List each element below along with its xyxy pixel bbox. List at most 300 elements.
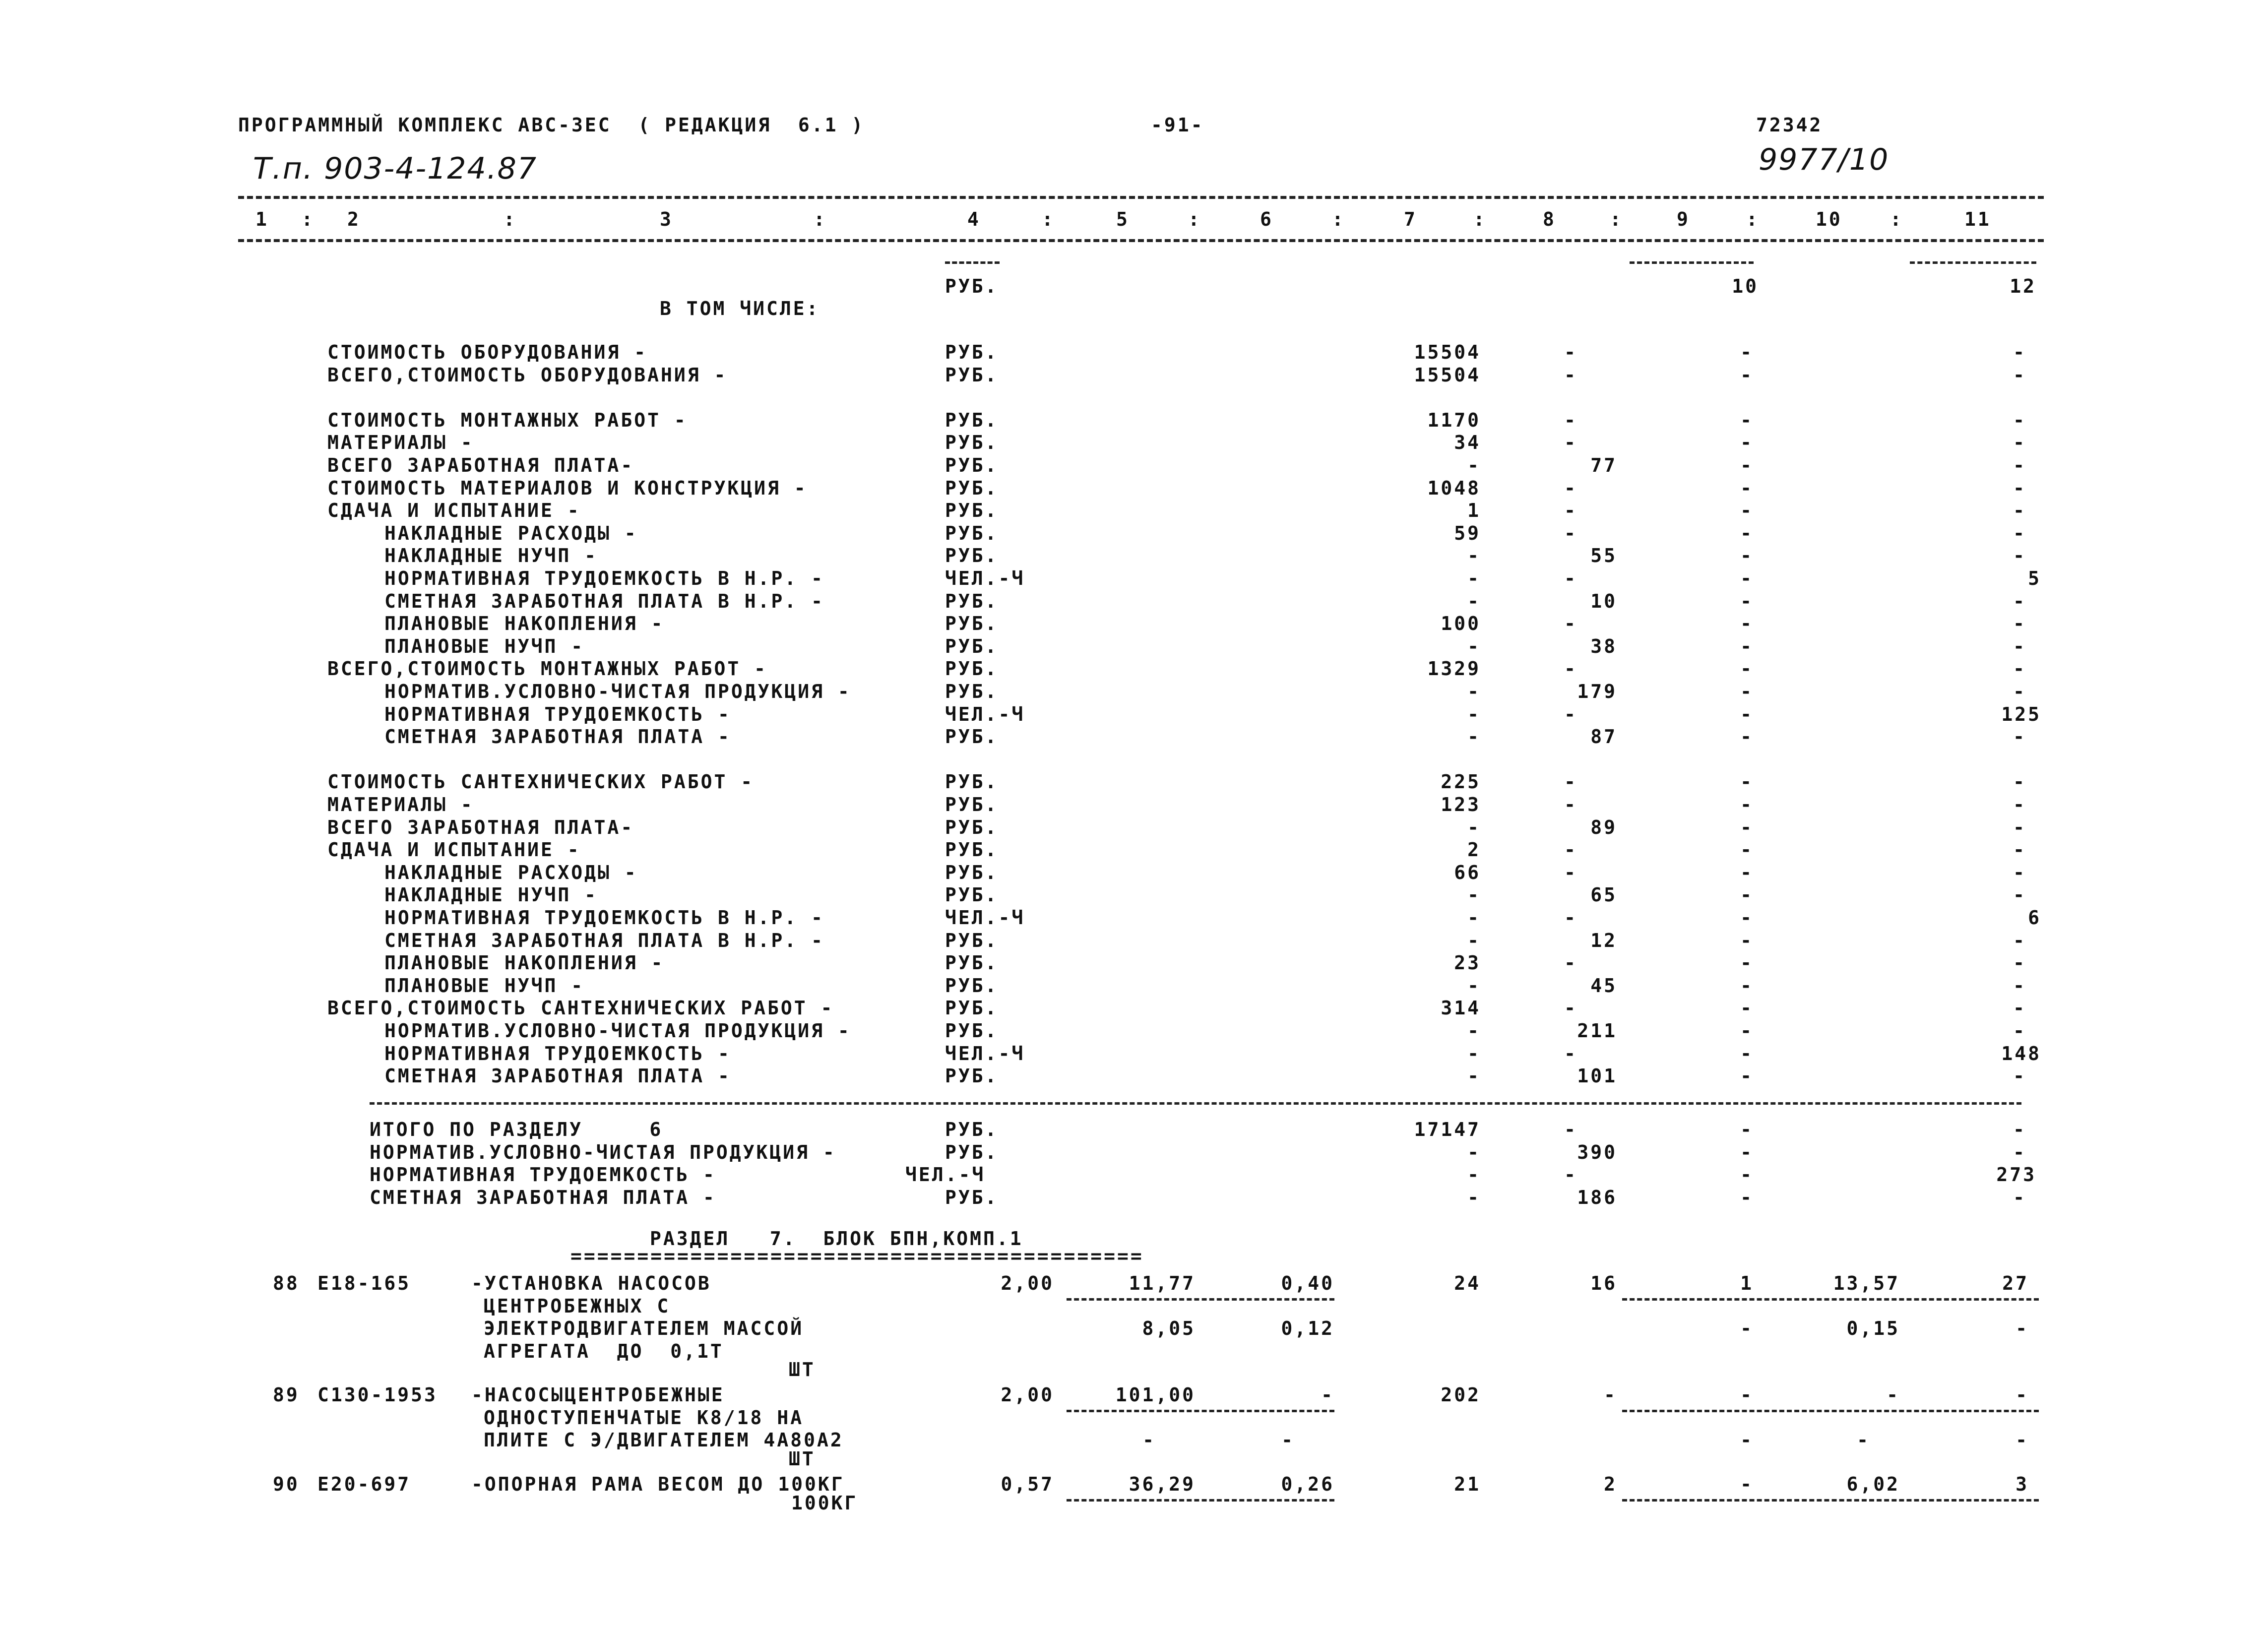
total-c11: - xyxy=(2013,1141,2026,1163)
row-c8: 65 xyxy=(1590,884,1617,906)
row-c9: - xyxy=(1740,861,1754,883)
row-c9: - xyxy=(1740,567,1754,589)
item-description-line: АГРЕГАТА ДО 0,1Т xyxy=(484,1340,724,1362)
row-unit: РУБ. xyxy=(945,432,999,454)
item-c8: 2 xyxy=(1604,1473,1617,1495)
item-code: С130-1953 xyxy=(317,1384,438,1406)
column-header-9: 9 xyxy=(1677,208,1690,230)
row-c8: 101 xyxy=(1577,1065,1617,1087)
row-c9: - xyxy=(1740,703,1754,725)
row-c7: - xyxy=(1467,635,1481,657)
row-c9: - xyxy=(1740,545,1754,567)
row-unit: РУБ. xyxy=(945,839,999,861)
column-separator: : xyxy=(1188,208,1201,230)
item-c5-sub: 8,05 xyxy=(1142,1317,1196,1340)
row-c7: 66 xyxy=(1454,861,1481,883)
item-c7: 24 xyxy=(1454,1272,1481,1294)
row-c9: - xyxy=(1740,997,1754,1019)
item-description-line: ЭЛЕКТРОДВИГАТЕЛЕМ МАССОЙ xyxy=(484,1317,804,1340)
column-header-4: 4 xyxy=(967,208,981,230)
row-c11: - xyxy=(2013,884,2026,906)
row-c9: - xyxy=(1740,613,1754,635)
row-unit: РУБ. xyxy=(945,590,999,612)
section-title: РАЗДЕЛ 7. БЛОК БПН,КОМП.1 xyxy=(650,1228,1023,1250)
row-label: СДАЧА И ИСПЫТАНИЕ - xyxy=(327,839,581,861)
top-unit: РУБ. xyxy=(945,275,999,297)
item-code: Е18-165 xyxy=(317,1272,411,1294)
row-c9: - xyxy=(1740,816,1754,838)
row-c11: - xyxy=(2013,861,2026,883)
row-c11: 5 xyxy=(2028,567,2041,589)
row-c9: - xyxy=(1740,409,1754,431)
item-c5-sub: - xyxy=(1142,1429,1156,1451)
row-c9: - xyxy=(1740,1042,1754,1065)
item-c11: 3 xyxy=(2016,1473,2029,1495)
row-c7: - xyxy=(1467,1042,1481,1065)
item-c10-sub: - xyxy=(1857,1429,1870,1451)
row-c9: - xyxy=(1740,454,1754,476)
row-c7: - xyxy=(1467,703,1481,725)
item-c9: 1 xyxy=(1740,1272,1754,1294)
row-c7: 23 xyxy=(1454,952,1481,974)
row-unit: РУБ. xyxy=(945,952,999,974)
row-c8: - xyxy=(1564,567,1577,589)
row-unit: РУБ. xyxy=(945,522,999,544)
item-subrule xyxy=(1067,1410,1334,1412)
item-c10-sub: 0,15 xyxy=(1846,1317,1900,1340)
item-c8: 16 xyxy=(1590,1272,1617,1294)
program-header: ПРОГРАММНЫЙ КОМПЛЕКС АВС-ЗЕС ( РЕДАКЦИЯ 6.1 ) xyxy=(238,114,865,136)
row-unit: РУБ. xyxy=(945,861,999,883)
item-subrule xyxy=(1622,1410,2039,1412)
page-number: -91- xyxy=(1151,114,1204,136)
row-c11: - xyxy=(2013,816,2026,838)
row-c11: - xyxy=(2013,341,2026,363)
item-c11: - xyxy=(2016,1384,2029,1406)
row-c7: - xyxy=(1467,816,1481,838)
row-c11: 125 xyxy=(2001,703,2041,725)
row-unit: РУБ. xyxy=(945,1065,999,1087)
item-c10: - xyxy=(1887,1384,1900,1406)
top-c11: 12 xyxy=(2010,275,2036,297)
row-c9: - xyxy=(1740,1020,1754,1042)
column-separator: : xyxy=(1332,208,1345,230)
row-c8: 45 xyxy=(1590,974,1617,997)
row-c11: - xyxy=(2013,1065,2026,1087)
column-separator: : xyxy=(1746,208,1760,230)
row-c8: - xyxy=(1564,432,1577,454)
row-c8: 87 xyxy=(1590,726,1617,748)
document-code: 72342 xyxy=(1756,114,1823,136)
row-c9: - xyxy=(1740,974,1754,997)
total-c11: - xyxy=(2013,1186,2026,1208)
item-c8: - xyxy=(1604,1384,1617,1406)
row-c7: 2 xyxy=(1467,839,1481,861)
row-label: НАКЛАДНЫЕ РАСХОДЫ - xyxy=(384,861,638,883)
row-c11: - xyxy=(2013,500,2026,522)
top-rule-c4 xyxy=(945,261,1000,264)
row-label: ВСЕГО ЗАРАБОТНАЯ ПЛАТА- xyxy=(327,816,634,838)
total-unit: РУБ. xyxy=(945,1119,999,1140)
row-c7: 100 xyxy=(1441,613,1481,635)
row-c11: - xyxy=(2013,477,2026,499)
sheet-number: 9977/10 xyxy=(1759,142,1890,177)
row-c8: 38 xyxy=(1590,635,1617,657)
row-unit: РУБ. xyxy=(945,613,999,635)
item-unit: ШТ xyxy=(789,1359,816,1381)
row-unit: РУБ. xyxy=(945,794,999,815)
row-c8: 10 xyxy=(1590,590,1617,612)
item-c9: - xyxy=(1740,1384,1754,1406)
row-c11: - xyxy=(2013,545,2026,567)
row-label: НОРМАТИВНАЯ ТРУДОЕМКОСТЬ В Н.Р. - xyxy=(384,567,824,589)
item-c9: - xyxy=(1740,1473,1754,1495)
total-c9: - xyxy=(1740,1141,1754,1163)
row-c9: - xyxy=(1740,432,1754,454)
row-c11: - xyxy=(2013,794,2026,815)
row-c11: - xyxy=(2013,839,2026,861)
total-c8: - xyxy=(1564,1164,1577,1186)
column-header-5: 5 xyxy=(1116,208,1130,230)
row-unit: РУБ. xyxy=(945,454,999,476)
row-c11: 148 xyxy=(2001,1042,2041,1065)
column-separator: : xyxy=(1042,208,1055,230)
row-c9: - xyxy=(1740,341,1754,363)
row-c9: - xyxy=(1740,1065,1754,1087)
row-unit: ЧЕЛ.-Ч xyxy=(945,567,1025,589)
row-c7: - xyxy=(1467,974,1481,997)
row-c7: - xyxy=(1467,929,1481,951)
row-c7: 15504 xyxy=(1414,341,1481,363)
total-label: НОРМАТИВ.УСЛОВНО-ЧИСТАЯ ПРОДУКЦИЯ - xyxy=(370,1141,836,1163)
totals-rule xyxy=(370,1102,2021,1105)
row-c8: - xyxy=(1564,839,1577,861)
item-c6: - xyxy=(1321,1384,1334,1406)
row-c8: - xyxy=(1564,500,1577,522)
row-c7: 15504 xyxy=(1414,364,1481,386)
row-unit: РУБ. xyxy=(945,635,999,657)
row-label: НАКЛАДНЫЕ НУЧП - xyxy=(384,545,598,567)
row-c7: - xyxy=(1467,681,1481,702)
row-unit: РУБ. xyxy=(945,771,999,793)
row-label: ВСЕГО,СТОИМОСТЬ ОБОРУДОВАНИЯ - xyxy=(327,364,728,386)
column-separator: : xyxy=(1610,208,1623,230)
row-c7: - xyxy=(1467,1065,1481,1087)
item-unit: ШТ xyxy=(789,1447,816,1470)
row-label: НОРМАТИВ.УСЛОВНО-ЧИСТАЯ ПРОДУКЦИЯ - xyxy=(384,1020,851,1042)
item-c11-sub: - xyxy=(2016,1429,2029,1451)
row-c7: - xyxy=(1467,454,1481,476)
row-c11: - xyxy=(2013,681,2026,702)
row-label: СТОИМОСТЬ ОБОРУДОВАНИЯ - xyxy=(327,341,648,363)
item-c7: 202 xyxy=(1441,1384,1481,1406)
item-c11-sub: - xyxy=(2016,1317,2029,1340)
row-c11: - xyxy=(2013,613,2026,635)
item-c10: 6,02 xyxy=(1846,1473,1900,1495)
row-c7: 1329 xyxy=(1427,658,1481,680)
column-header-1: 1 xyxy=(255,208,269,230)
row-unit: РУБ. xyxy=(945,929,999,951)
column-separator: : xyxy=(1890,208,1903,230)
row-unit: ЧЕЛ.-Ч xyxy=(945,1042,1025,1065)
row-label: ВСЕГО ЗАРАБОТНАЯ ПЛАТА- xyxy=(327,454,634,476)
item-unit: 100КГ xyxy=(791,1492,858,1514)
row-c11: - xyxy=(2013,522,2026,544)
row-unit: РУБ. xyxy=(945,545,999,567)
item-description-line: -НАСОСЫЦЕНТРОБЕЖНЫЕ xyxy=(471,1384,725,1406)
column-header-6: 6 xyxy=(1260,208,1273,230)
item-c6-sub: 0,12 xyxy=(1281,1317,1334,1340)
row-c11: 6 xyxy=(2028,907,2041,929)
row-c7: 1048 xyxy=(1427,477,1481,499)
total-c8: 186 xyxy=(1577,1186,1617,1208)
item-c10: 13,57 xyxy=(1833,1272,1900,1294)
item-description-line: ЦЕНТРОБЕЖНЫХ С xyxy=(484,1295,671,1317)
row-unit: ЧЕЛ.-Ч xyxy=(945,907,1025,929)
item-c6-sub: - xyxy=(1281,1429,1295,1451)
row-unit: РУБ. xyxy=(945,477,999,499)
row-c7: - xyxy=(1467,590,1481,612)
row-c8: - xyxy=(1564,613,1577,635)
row-c11: - xyxy=(2013,432,2026,454)
row-unit: РУБ. xyxy=(945,997,999,1019)
item-number: 90 xyxy=(273,1473,300,1495)
top-rule-c9 xyxy=(1630,261,1754,264)
row-c9: - xyxy=(1740,364,1754,386)
row-c11: - xyxy=(2013,364,2026,386)
total-c7: - xyxy=(1467,1164,1481,1186)
row-c7: 225 xyxy=(1441,771,1481,793)
item-description-line: -ОПОРНАЯ РАМА ВЕСОМ ДО 100КГ xyxy=(471,1473,845,1495)
row-c11: - xyxy=(2013,929,2026,951)
row-c7: 1 xyxy=(1467,500,1481,522)
row-label: СТОИМОСТЬ МОНТАЖНЫХ РАБОТ - xyxy=(327,409,688,431)
total-c9: - xyxy=(1740,1119,1754,1140)
row-unit: РУБ. xyxy=(945,816,999,838)
row-c11: - xyxy=(2013,590,2026,612)
row-c9: - xyxy=(1740,794,1754,815)
top-c9: 10 xyxy=(1732,275,1759,297)
row-c8: - xyxy=(1564,658,1577,680)
row-unit: РУБ. xyxy=(945,364,999,386)
row-c8: - xyxy=(1564,703,1577,725)
row-label: ПЛАНОВЫЕ НУЧП - xyxy=(384,974,585,997)
row-c8: - xyxy=(1564,771,1577,793)
row-c8: - xyxy=(1564,341,1577,363)
row-c8: - xyxy=(1564,1042,1577,1065)
item-c7: 21 xyxy=(1454,1473,1481,1495)
row-c7: - xyxy=(1467,907,1481,929)
row-c9: - xyxy=(1740,500,1754,522)
row-label: НАКЛАДНЫЕ РАСХОДЫ - xyxy=(384,522,638,544)
row-c7: 34 xyxy=(1454,432,1481,454)
column-header-2: 2 xyxy=(347,208,361,230)
row-c9: - xyxy=(1740,952,1754,974)
row-c7: 123 xyxy=(1441,794,1481,815)
row-c11: - xyxy=(2013,726,2026,748)
total-c11: 273 xyxy=(1996,1164,2036,1186)
total-c11: - xyxy=(2013,1119,2026,1140)
column-header-3: 3 xyxy=(660,208,673,230)
column-header-10: 10 xyxy=(1816,208,1842,230)
row-c8: - xyxy=(1564,794,1577,815)
item-subrule xyxy=(1067,1499,1334,1502)
column-header-8: 8 xyxy=(1543,208,1556,230)
row-c7: 1170 xyxy=(1427,409,1481,431)
row-label: ПЛАНОВЫЕ НУЧП - xyxy=(384,635,585,657)
row-c9: - xyxy=(1740,929,1754,951)
column-separator: : xyxy=(301,208,315,230)
row-label: НОРМАТИВНАЯ ТРУДОЕМКОСТЬ В Н.Р. - xyxy=(384,907,824,929)
row-unit: РУБ. xyxy=(945,726,999,748)
row-c11: - xyxy=(2013,454,2026,476)
row-c9: - xyxy=(1740,839,1754,861)
row-c8: - xyxy=(1564,861,1577,883)
row-c8: - xyxy=(1564,364,1577,386)
row-label: ВСЕГО,СТОИМОСТЬ МОНТАЖНЫХ РАБОТ - xyxy=(327,658,767,680)
total-unit: РУБ. xyxy=(945,1186,999,1208)
project-number: Т.п. 903-4-124.87 xyxy=(253,151,538,186)
total-c9: - xyxy=(1740,1186,1754,1208)
row-unit: РУБ. xyxy=(945,884,999,906)
row-c11: - xyxy=(2013,635,2026,657)
row-c11: - xyxy=(2013,1020,2026,1042)
row-label: НАКЛАДНЫЕ НУЧП - xyxy=(384,884,598,906)
row-c11: - xyxy=(2013,997,2026,1019)
total-unit: ЧЕЛ.-Ч xyxy=(905,1164,986,1186)
section-underline: =========================================== xyxy=(570,1245,1144,1267)
item-code: Е20-697 xyxy=(317,1473,411,1495)
item-c9-sub: - xyxy=(1740,1317,1754,1340)
row-label: СМЕТНАЯ ЗАРАБОТНАЯ ПЛАТА В Н.Р. - xyxy=(384,929,824,951)
row-c9: - xyxy=(1740,771,1754,793)
item-subrule xyxy=(1622,1298,2039,1301)
header-rule-bottom xyxy=(238,239,2044,242)
row-c11: - xyxy=(2013,409,2026,431)
row-c8: - xyxy=(1564,997,1577,1019)
row-c8: - xyxy=(1564,952,1577,974)
row-unit: ЧЕЛ.-Ч xyxy=(945,703,1025,725)
total-c7: 17147 xyxy=(1414,1119,1481,1140)
row-c11: - xyxy=(2013,952,2026,974)
row-c7: - xyxy=(1467,567,1481,589)
item-c6: 0,40 xyxy=(1281,1272,1334,1294)
item-description-line: -УСТАНОВКА НАСОСОВ xyxy=(471,1272,711,1294)
row-unit: РУБ. xyxy=(945,681,999,702)
section-subtitle: В ТОМ ЧИСЛЕ: xyxy=(660,298,820,319)
total-c7: - xyxy=(1467,1186,1481,1208)
row-label: ВСЕГО,СТОИМОСТЬ САНТЕХНИЧЕСКИХ РАБОТ - xyxy=(327,997,834,1019)
item-c11: 27 xyxy=(2002,1272,2029,1294)
item-subrule xyxy=(1622,1499,2039,1502)
row-c9: - xyxy=(1740,522,1754,544)
row-c8: 179 xyxy=(1577,681,1617,702)
row-c8: - xyxy=(1564,522,1577,544)
row-label: СМЕТНАЯ ЗАРАБОТНАЯ ПЛАТА В Н.Р. - xyxy=(384,590,824,612)
top-rule-c11 xyxy=(1910,261,2036,264)
row-c8: - xyxy=(1564,477,1577,499)
row-c9: - xyxy=(1740,635,1754,657)
row-c8: 211 xyxy=(1577,1020,1617,1042)
total-c9: - xyxy=(1740,1164,1754,1186)
row-label: МАТЕРИАЛЫ - xyxy=(327,794,474,815)
item-subrule xyxy=(1067,1298,1334,1301)
total-label: ИТОГО ПО РАЗДЕЛУ 6 xyxy=(370,1119,663,1140)
row-label: НОРМАТИВ.УСЛОВНО-ЧИСТАЯ ПРОДУКЦИЯ - xyxy=(384,681,851,702)
row-c9: - xyxy=(1740,590,1754,612)
row-label: МАТЕРИАЛЫ - xyxy=(327,432,474,454)
column-header-11: 11 xyxy=(1964,208,1991,230)
row-c7: - xyxy=(1467,545,1481,567)
item-number: 89 xyxy=(273,1384,300,1406)
row-c11: - xyxy=(2013,771,2026,793)
item-c5: 11,77 xyxy=(1129,1272,1196,1294)
total-label: СМЕТНАЯ ЗАРАБОТНАЯ ПЛАТА - xyxy=(370,1186,716,1208)
row-c8: - xyxy=(1564,907,1577,929)
row-label: ПЛАНОВЫЕ НАКОПЛЕНИЯ - xyxy=(384,613,665,635)
total-c7: - xyxy=(1467,1141,1481,1163)
row-c7: - xyxy=(1467,1020,1481,1042)
row-unit: РУБ. xyxy=(945,658,999,680)
row-c7: - xyxy=(1467,884,1481,906)
header-rule-top xyxy=(238,196,2044,199)
row-label: СТОИМОСТЬ МАТЕРИАЛОВ И КОНСТРУКЦИЯ - xyxy=(327,477,808,499)
row-c7: 314 xyxy=(1441,997,1481,1019)
row-c7: - xyxy=(1467,726,1481,748)
row-c8: 55 xyxy=(1590,545,1617,567)
item-number: 88 xyxy=(273,1272,300,1294)
row-c9: - xyxy=(1740,884,1754,906)
row-c8: 12 xyxy=(1590,929,1617,951)
total-label: НОРМАТИВНАЯ ТРУДОЕМКОСТЬ - xyxy=(370,1164,716,1186)
row-c8: 77 xyxy=(1590,454,1617,476)
row-c8: 89 xyxy=(1590,816,1617,838)
row-label: СТОИМОСТЬ САНТЕХНИЧЕСКИХ РАБОТ - xyxy=(327,771,755,793)
item-description-line: ОДНОСТУПЕНЧАТЫЕ К8/18 НА xyxy=(484,1406,804,1429)
row-c9: - xyxy=(1740,907,1754,929)
row-unit: РУБ. xyxy=(945,341,999,363)
row-c9: - xyxy=(1740,658,1754,680)
row-c7: 59 xyxy=(1454,522,1481,544)
total-c8: 390 xyxy=(1577,1141,1617,1163)
column-separator: : xyxy=(814,208,827,230)
item-c9-sub: - xyxy=(1740,1429,1754,1451)
row-c9: - xyxy=(1740,726,1754,748)
item-description-line: ПЛИТЕ С Э/ДВИГАТЕЛЕМ 4А80А2 xyxy=(484,1429,844,1451)
row-unit: РУБ. xyxy=(945,500,999,522)
row-c11: - xyxy=(2013,974,2026,997)
row-c9: - xyxy=(1740,681,1754,702)
row-c8: - xyxy=(1564,409,1577,431)
row-label: НОРМАТИВНАЯ ТРУДОЕМКОСТЬ - xyxy=(384,1042,731,1065)
column-separator: : xyxy=(504,208,517,230)
row-unit: РУБ. xyxy=(945,974,999,997)
row-label: НОРМАТИВНАЯ ТРУДОЕМКОСТЬ - xyxy=(384,703,731,725)
item-qty: 2,00 xyxy=(1001,1272,1054,1294)
row-label: СДАЧА И ИСПЫТАНИЕ - xyxy=(327,500,581,522)
total-c8: - xyxy=(1564,1119,1577,1140)
total-unit: РУБ. xyxy=(945,1141,999,1163)
item-c5: 101,00 xyxy=(1115,1384,1196,1406)
row-c9: - xyxy=(1740,477,1754,499)
row-label: СМЕТНАЯ ЗАРАБОТНАЯ ПЛАТА - xyxy=(384,726,731,748)
row-unit: РУБ. xyxy=(945,409,999,431)
item-c6: 0,26 xyxy=(1281,1473,1334,1495)
item-qty: 0,57 xyxy=(1001,1473,1054,1495)
row-label: СМЕТНАЯ ЗАРАБОТНАЯ ПЛАТА - xyxy=(384,1065,731,1087)
row-unit: РУБ. xyxy=(945,1020,999,1042)
row-c11: - xyxy=(2013,658,2026,680)
